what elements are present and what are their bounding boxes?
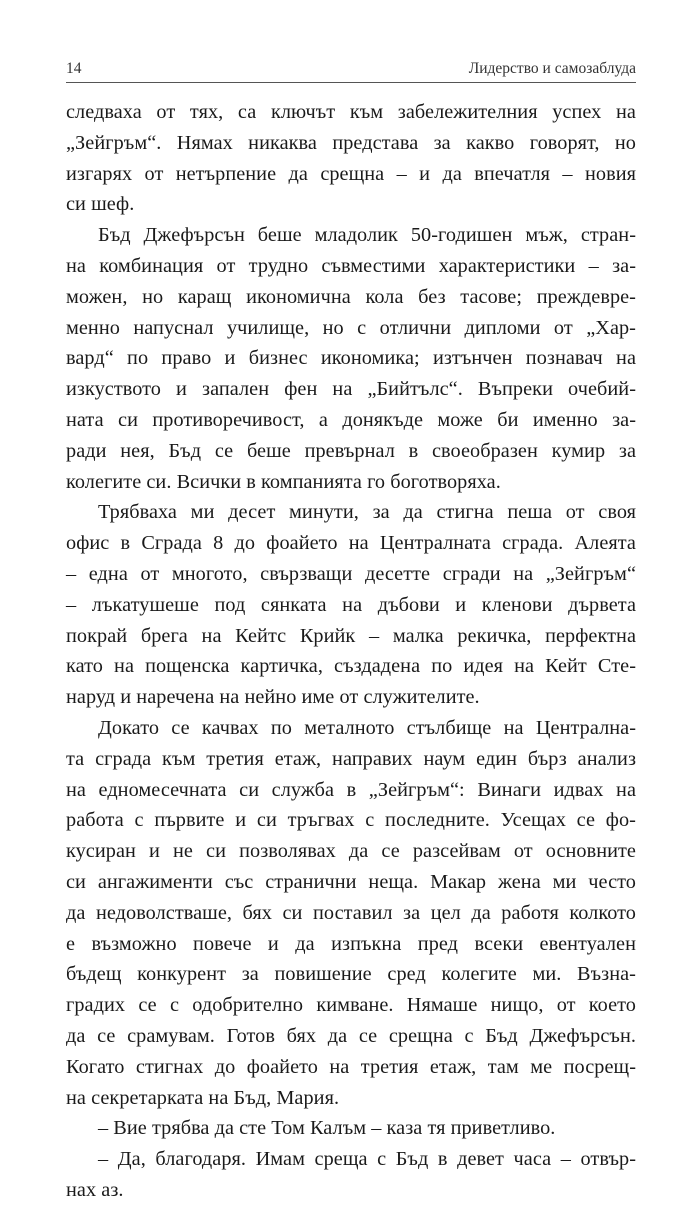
text-line: – лъкатушеше под сянката на дъбови и кленови дървета [66, 593, 636, 616]
text-line: Когато стигнах до фоайето на третия етаж, там ме посрещ- [66, 1055, 636, 1078]
text-line: на секретарката на Бъд, Мария. [66, 1086, 340, 1109]
text-line: – Да, благодаря. Имам среща с Бъд в девет часа – отвър- [98, 1148, 636, 1171]
text-line: на комбинация от трудно съвместими характеристики – за- [66, 254, 636, 277]
page-number: 14 [66, 60, 82, 77]
text-line: е възможно повече и да изпъкна пред всеки евентуален [66, 932, 636, 955]
text-line: изкуството и запален фен на „Бийтълс“. Въпреки очебий- [66, 378, 636, 401]
text-line: колегите си. Всички в компанията го боготворяха. [66, 470, 501, 493]
text-line: вард“ по право и бизнес икономика; изтънчен познавач на [66, 347, 636, 370]
text-line: Бъд Джефърсън беше младолик 50-годишен мъж, стран- [98, 224, 636, 247]
text-line: – Вие трябва да сте Том Калъм – каза тя приветливо. [98, 1117, 556, 1140]
text-line: Трябваха ми десет минути, за да стигна пеша от своя [98, 501, 636, 524]
header-rule [66, 82, 636, 83]
book-title: Лидерство и самозаблуда [468, 60, 636, 77]
text-line: та сграда към третия етаж, направих наум един бърз анализ [66, 747, 636, 770]
text-line: работа с първите и си тръгвах с последните. Усещах се фо- [66, 809, 636, 832]
text-line: ната си противоречивост, а донякъде може би именно за- [66, 408, 636, 431]
text-line: кусиран и не си позволявах да се разсейвам от основните [66, 840, 636, 863]
text-line: „Зейгръм“. Нямах никаква представа за какво говорят, но [66, 131, 636, 154]
text-line: на едномесечната си служба в „Зейгръм“: Винаги идвах на [66, 778, 636, 801]
text-line: като на пощенска картичка, създадена по идея на Кейт Сте- [66, 655, 636, 678]
text-line: да недоволстваше, бях си поставил за цел да работя колкото [66, 901, 636, 924]
text-line: можен, но каращ икономична кола без тасове; преждевре- [66, 285, 636, 308]
text-line: бъдещ конкурент за повишение сред колегите ми. Възна- [66, 963, 636, 986]
text-line: си ангажименти със странични неща. Макар жена ми често [66, 870, 636, 893]
body-text [66, 97, 636, 1206]
text-line: покрай брега на Кейтс Крийк – малка рекичка, перфектна [66, 624, 636, 647]
book-page [66, 0, 636, 1201]
text-line: следваха от тях, са ключът към забележителния успех на [66, 101, 636, 123]
running-head [66, 58, 636, 80]
text-line: си шеф. [66, 193, 135, 216]
text-line: – една от многото, свързващи десетте сгради на „Зейгръм“ [66, 562, 636, 585]
text-line: менно напуснал училище, но с отлични дипломи от „Хар- [66, 316, 636, 339]
text-line: изгарях от нетърпение да срещна – и да впечатля – новия [66, 162, 636, 185]
text-line: градих се с одобрително кимване. Нямаше нищо, от което [66, 994, 636, 1017]
text-line: да се срамувам. Готов бях да се срещна с Бъд Джефърсън. [66, 1024, 636, 1047]
text-line: наруд и наречена на нейно име от служителите. [66, 686, 480, 709]
text-line: ради нея, Бъд се беше превърнал в своеобразен кумир за [66, 439, 636, 462]
text-line: нах аз. [66, 1178, 124, 1201]
text-line: офис в Сграда 8 до фоайето на Централната сграда. Алеята [66, 532, 636, 555]
text-line: Докато се качвах по металното стълбище на Централна- [98, 716, 636, 739]
